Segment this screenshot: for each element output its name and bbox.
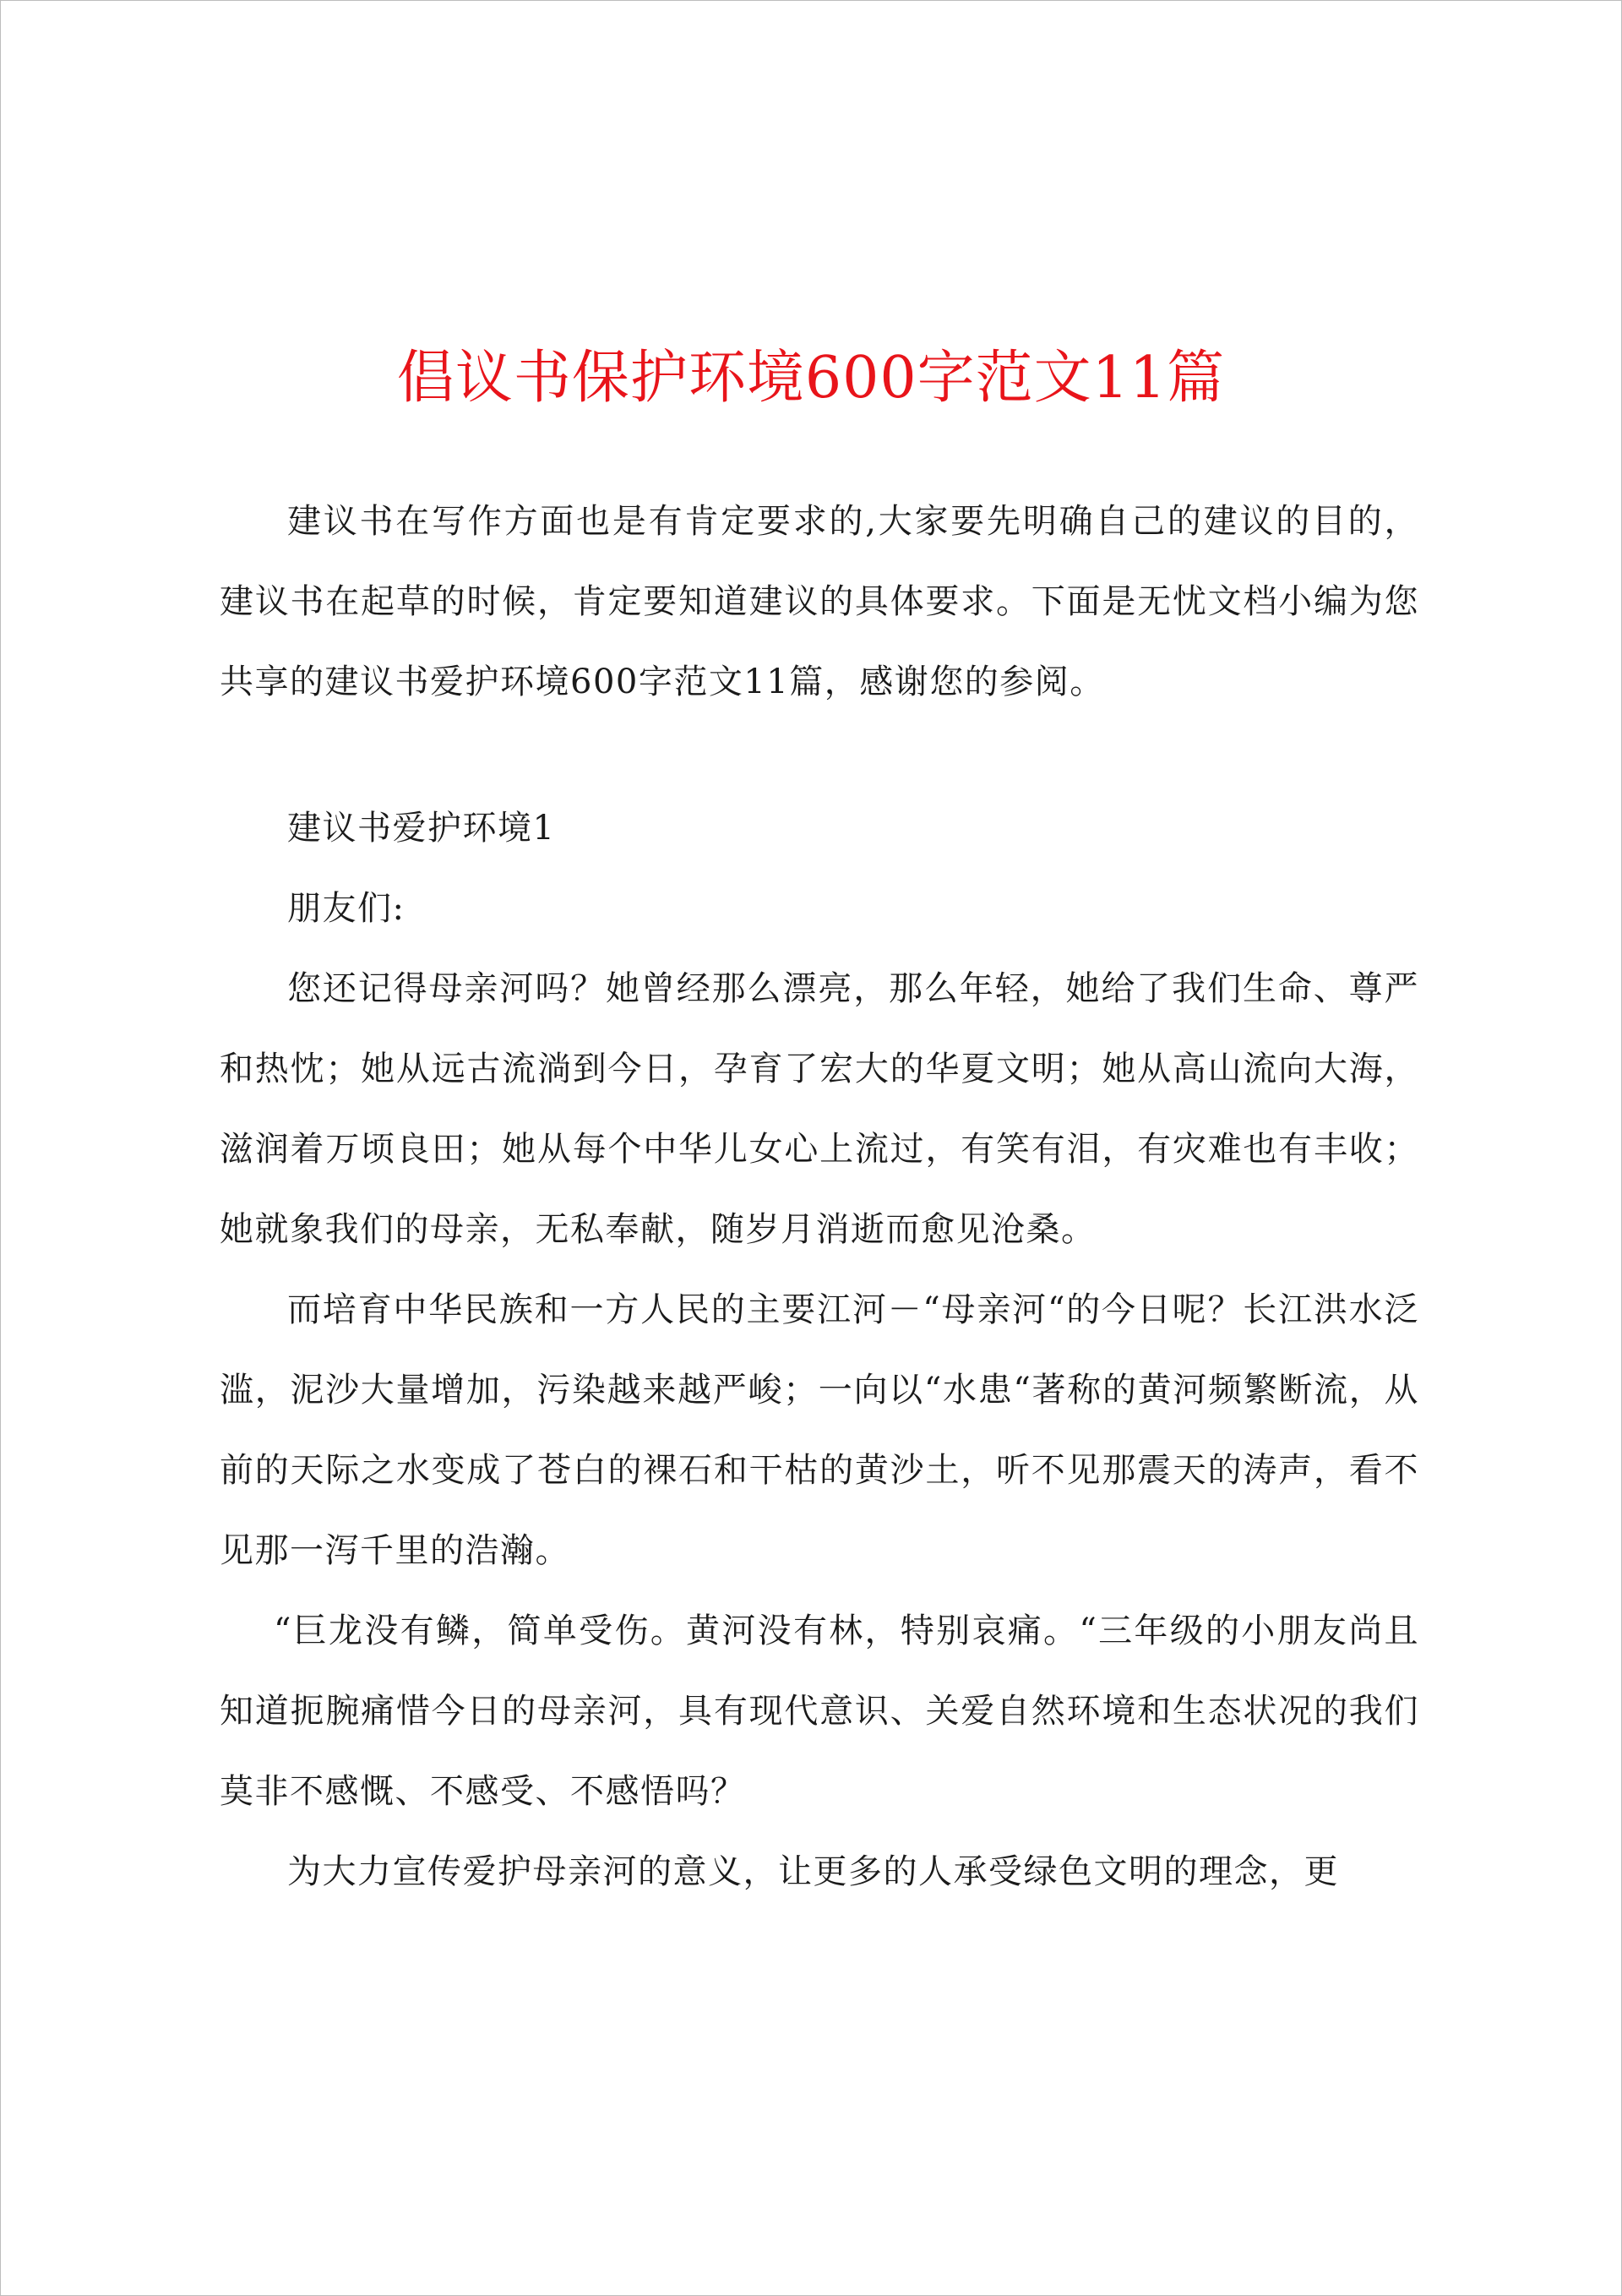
body-paragraph: 而培育中华民族和一方人民的主要江河－“母亲河“的今日呢？长江洪水泛滥，泥沙大量增加，污染越来越严峻；一向以“水患“著称的黄河频繁断流，从前的天际之水变成了苍白的裸石和干枯的黄沙土，听不见那震天的涛声，看不见那一泻千里的浩瀚。 [220, 1290, 1419, 1570]
salutation: 朋友们: [287, 889, 406, 928]
document-body [220, 482, 1419, 1912]
document-title: 倡议书保护环境600字范文11篇 [396, 345, 1226, 412]
body-paragraph: 您还记得母亲河吗？她曾经那么漂亮，那么年轻，她给了我们生命、尊严和热忱；她从远古流淌到今日，孕育了宏大的华夏文明；她从高山流向大海，滋润着万顷良田；她从每个中华儿女心上流过，有笑有泪，有灾难也有丰收；她就象我们的母亲，无私奉献，随岁月消逝而愈见沧桑。 [220, 969, 1419, 1249]
body-paragraph: 为大力宣传爱护母亲河的意义，让更多的人承受绿色文明的理念，更 [287, 1852, 1339, 1891]
body-paragraph: “巨龙没有鳞，简单受伤。黄河没有林，特别哀痛。“三年级的小朋友尚且知道扼腕痛惜今日的母亲河，具有现代意识、关爱自然环境和生态状况的我们莫非不感慨、不感受、不感悟吗？ [220, 1612, 1419, 1811]
section-heading: 建议书爱护环境1 [287, 809, 556, 848]
intro-paragraph: 建议书在写作方面也是有肯定要求的,大家要先明确自己的建议的目的，建议书在起草的时候，肯定要知道建议的具体要求。下面是无忧文档小编为您共享的建议书爱护环境600字范文11篇，感谢您的参阅。 [220, 502, 1419, 701]
